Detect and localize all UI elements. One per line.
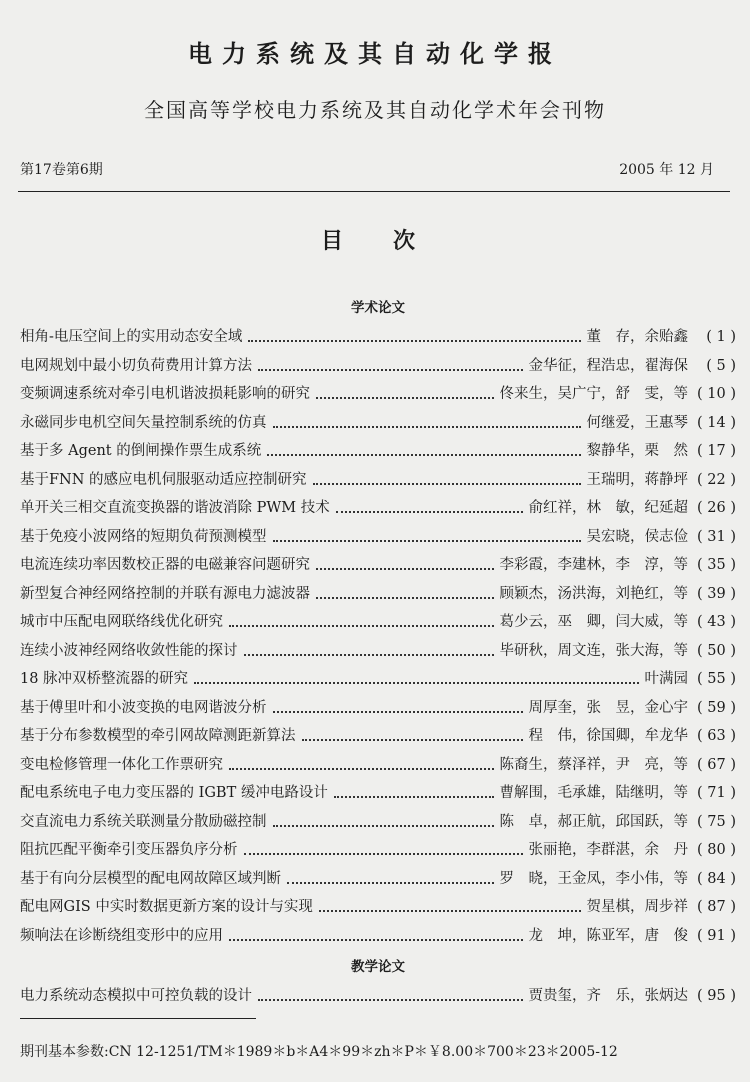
entry-title: 变频调速系统对牵引电机谐波损耗影响的研究 xyxy=(20,386,310,402)
toc-entry xyxy=(20,380,736,409)
toc-entry xyxy=(20,466,736,495)
journal-subtitle: 全国高等学校电力系统及其自动化学术年会刊物 xyxy=(144,98,606,122)
entry-page: ( 71 ) xyxy=(697,785,736,801)
toc-section xyxy=(20,955,736,1011)
entry-page: ( 50 ) xyxy=(697,642,736,659)
entry-page: ( 95 ) xyxy=(697,988,736,1004)
entry-authors: 叶满园 xyxy=(644,671,688,687)
toc-entry xyxy=(20,836,736,865)
entry-title: 基于多 Agent 的倒闸操作票生成系统 xyxy=(20,443,262,459)
entry-title: 电流连续功率因数校正器的电磁兼容问题研究 xyxy=(20,557,310,573)
entry-authors: 程 伟，徐国卿，牟龙华 xyxy=(528,728,688,744)
issue-date: 2005 年 12 月 xyxy=(619,162,714,178)
toc-section xyxy=(20,296,736,950)
entry-title: 基于分布参数模型的牵引网故障测距新算法 xyxy=(20,728,296,744)
entry-page: ( 14 ) xyxy=(697,414,736,431)
entry-page: ( 75 ) xyxy=(697,813,736,830)
entry-page: ( 35 ) xyxy=(697,557,736,573)
entry-page: ( 39 ) xyxy=(697,585,736,602)
section-heading: 教学论文 xyxy=(351,959,405,975)
entry-page: ( 5 ) xyxy=(706,357,736,374)
entry-title: 交直流电力系统关联测量分散励磁控制 xyxy=(20,813,267,830)
entry-authors: 葛少云，巫 卿，闫大威，等 xyxy=(499,614,688,630)
entry-authors: 张丽艳，李群湛，余 丹 xyxy=(528,842,688,858)
entry-authors: 毕研秋，周文连，张大海，等 xyxy=(499,642,688,659)
toc-entry xyxy=(20,722,736,751)
entry-title: 城市中压配电网联络线优化研究 xyxy=(20,614,223,630)
table-of-contents xyxy=(20,296,736,1011)
entry-title: 永磁同步电机空间矢量控制系统的仿真 xyxy=(20,414,267,431)
entry-title: 阻抗匹配平衡牵引变压器负序分析 xyxy=(20,842,238,858)
toc-entry xyxy=(20,323,736,352)
entry-title: 变电检修管理一体化工作票研究 xyxy=(20,756,223,773)
entry-title: 连续小波神经网络收敛性能的探讨 xyxy=(20,642,238,659)
entry-page: ( 22 ) xyxy=(697,471,736,488)
leader-dots xyxy=(273,426,581,428)
entry-title: 配电网GIS 中实时数据更新方案的设计与实现 xyxy=(20,899,313,915)
toc-entry xyxy=(20,694,736,723)
toc-entry xyxy=(20,637,736,666)
entry-title: 基于傅里叶和小波变换的电网谐波分析 xyxy=(20,699,267,716)
journal-title: 电力系统及其自动化学报 xyxy=(188,40,562,68)
leader-dots xyxy=(267,454,580,456)
entry-authors: 曹解围，毛承雄，陆继明，等 xyxy=(499,785,688,801)
entry-page: ( 67 ) xyxy=(697,756,736,773)
section-heading: 学术论文 xyxy=(351,300,405,316)
toc-entry xyxy=(20,808,736,837)
leader-dots xyxy=(273,825,494,827)
entry-title: 18 脉冲双桥整流器的研究 xyxy=(20,671,189,687)
leader-dots xyxy=(229,768,494,770)
toc-entry xyxy=(20,494,736,523)
entry-authors: 罗 晓，王金凤，李小伟，等 xyxy=(499,870,688,887)
entry-authors: 陈 卓，郝正航，邱国跃，等 xyxy=(499,813,688,830)
issue-number: 第17卷第6期 xyxy=(20,162,103,178)
footer-divider xyxy=(20,1018,256,1019)
entry-page: ( 17 ) xyxy=(697,443,736,459)
leader-dots xyxy=(287,882,494,884)
leader-dots xyxy=(194,682,638,684)
leader-dots xyxy=(273,540,581,542)
entry-authors: 金华征，程浩忠，翟海保 xyxy=(528,357,688,374)
leader-dots xyxy=(229,939,523,941)
entry-title: 配电系统电子电力变压器的 IGBT 缓冲电路设计 xyxy=(20,785,328,801)
entry-title: 基于有向分层模型的配电网故障区域判断 xyxy=(20,870,281,887)
entry-page: ( 84 ) xyxy=(697,870,736,887)
entry-page: ( 80 ) xyxy=(697,842,736,858)
toc-entry xyxy=(20,523,736,552)
entry-authors: 王瑞明，蒋静坪 xyxy=(586,471,688,488)
entry-authors: 周厚奎，张 昱，金心宇 xyxy=(528,699,688,716)
entry-title: 电力系统动态模拟中可控负载的设计 xyxy=(20,988,252,1004)
leader-dots xyxy=(336,511,523,513)
toc-entry xyxy=(20,982,736,1011)
entry-authors: 陈裔生，蔡泽祥，尹 亮，等 xyxy=(499,756,688,773)
leader-dots xyxy=(302,739,523,741)
entry-title: 电网规划中最小切负荷费用计算方法 xyxy=(20,357,252,374)
entry-page: ( 10 ) xyxy=(697,386,736,402)
toc-entry xyxy=(20,608,736,637)
toc-entry xyxy=(20,409,736,438)
entry-title: 单开关三相交直流变换器的谐波消除 PWM 技术 xyxy=(20,500,330,516)
toc-entry xyxy=(20,751,736,780)
header-divider xyxy=(18,191,730,192)
leader-dots xyxy=(258,999,523,1001)
entry-page: ( 43 ) xyxy=(697,614,736,630)
journal-parameters: 期刊基本参数:CN 12-1251/TM＊1989＊b＊A4＊99＊zh＊P＊￥8.00＊700＊23＊2005-12 xyxy=(20,1044,618,1060)
entry-authors: 顾颖杰，汤洪海，刘艳红，等 xyxy=(499,585,688,602)
entry-page: ( 1 ) xyxy=(706,329,736,345)
entry-authors: 贺星棋，周步祥 xyxy=(586,899,688,915)
toc-entry xyxy=(20,352,736,381)
entry-title: 相角-电压空间上的实用动态安全域 xyxy=(20,329,243,345)
entry-title: 基于FNN 的感应电机伺服驱动适应控制研究 xyxy=(20,471,307,488)
entry-page: ( 63 ) xyxy=(697,728,736,744)
leader-dots xyxy=(319,910,581,912)
entry-authors: 李彩霞，李建林，李 淳，等 xyxy=(499,557,688,573)
leader-dots xyxy=(273,711,523,713)
entry-authors: 黎静华，栗 然 xyxy=(586,443,688,459)
leader-dots xyxy=(248,340,580,342)
entry-authors: 董 存，余贻鑫 xyxy=(586,329,688,345)
leader-dots xyxy=(334,796,494,798)
entry-title: 基于免疫小波网络的短期负荷预测模型 xyxy=(20,528,267,545)
entry-page: ( 26 ) xyxy=(697,500,736,516)
toc-entry xyxy=(20,779,736,808)
toc-entry xyxy=(20,437,736,466)
entry-page: ( 87 ) xyxy=(697,899,736,915)
entry-authors: 贾贵玺，齐 乐，张炳达 xyxy=(528,988,688,1004)
toc-entry xyxy=(20,865,736,894)
toc-entry xyxy=(20,580,736,609)
entry-page: ( 55 ) xyxy=(697,671,736,687)
entry-title: 新型复合神经网络控制的并联有源电力滤波器 xyxy=(20,585,310,602)
entry-page: ( 31 ) xyxy=(697,528,736,545)
entry-page: ( 59 ) xyxy=(697,699,736,716)
toc-entry xyxy=(20,893,736,922)
leader-dots xyxy=(316,568,494,570)
entry-authors: 佟来生，吴广宁，舒 雯，等 xyxy=(499,386,688,402)
contents-title: 目 次 xyxy=(320,229,429,254)
leader-dots xyxy=(244,654,494,656)
leader-dots xyxy=(316,597,494,599)
entry-title: 频响法在诊断绕组变形中的应用 xyxy=(20,927,223,944)
entry-authors: 吴宏晓，侯志俭 xyxy=(586,528,688,545)
entry-page: ( 91 ) xyxy=(697,927,736,944)
toc-entry xyxy=(20,551,736,580)
leader-dots xyxy=(229,625,494,627)
leader-dots xyxy=(244,853,523,855)
entry-authors: 龙 坤，陈亚军，唐 俊 xyxy=(528,927,688,944)
toc-entry xyxy=(20,922,736,951)
entry-authors: 何继爱，王惠琴 xyxy=(586,414,688,431)
leader-dots xyxy=(313,483,581,485)
leader-dots xyxy=(316,397,494,399)
toc-entry xyxy=(20,665,736,694)
entry-authors: 俞红祥，林 敏，纪延超 xyxy=(528,500,688,516)
leader-dots xyxy=(258,369,523,371)
